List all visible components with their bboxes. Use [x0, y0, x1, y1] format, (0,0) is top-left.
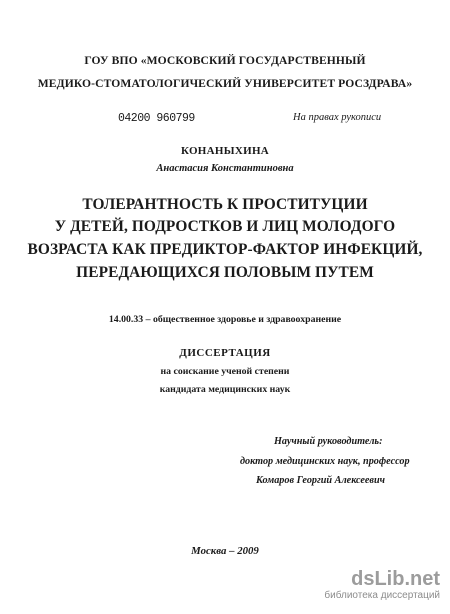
manuscript-rights-note: На правах рукописи — [293, 112, 382, 123]
watermark-logo: dsLib.net — [351, 568, 440, 590]
specialty-code: 14.00.33 – общественное здоровье и здравоохранение — [108, 314, 342, 325]
registration-number: 04200 960799 — [118, 112, 195, 125]
author-last-name: КОНАНЫХИНА — [180, 145, 270, 157]
title-line-2: У ДЕТЕЙ, ПОДРОСТКОВ И ЛИЦ МОЛОДОГО — [54, 218, 396, 235]
dslib-watermark — [320, 568, 440, 608]
title-line-3: ВОЗРАСТА КАК ПРЕДИКТОР-ФАКТОР ИНФЕКЦИЙ, — [27, 241, 423, 258]
degree-line-2: кандидата медицинских наук — [159, 384, 291, 395]
title-line-4: ПЕРЕДАЮЩИХСЯ ПОЛОВЫМ ПУТЕМ — [76, 264, 374, 281]
institution-line-2: МЕДИКО-СТОМАТОЛОГИЧЕСКИЙ УНИВЕРСИТЕТ РОСЗДРАВА» — [37, 77, 413, 90]
supervisor-title: доктор медицинских наук, профессор — [240, 456, 410, 467]
degree-line-1: на соискание ученой степени — [160, 366, 290, 377]
supervisor-name: Комаров Георгий Алексеевич — [256, 475, 385, 486]
supervisor-label: Научный руководитель: — [274, 436, 383, 447]
dissertation-heading: ДИССЕРТАЦИЯ — [179, 347, 271, 359]
author-first-names: Анастасия Константиновна — [156, 163, 294, 174]
place-and-year: Москва – 2009 — [191, 545, 259, 557]
title-line-1: ТОЛЕРАНТНОСТЬ К ПРОСТИТУЦИИ — [82, 196, 368, 213]
institution-line-1: ГОУ ВПО «МОСКОВСКИЙ ГОСУДАРСТВЕННЫЙ — [84, 54, 366, 67]
watermark-subtitle: библиотека диссертаций — [324, 590, 440, 601]
